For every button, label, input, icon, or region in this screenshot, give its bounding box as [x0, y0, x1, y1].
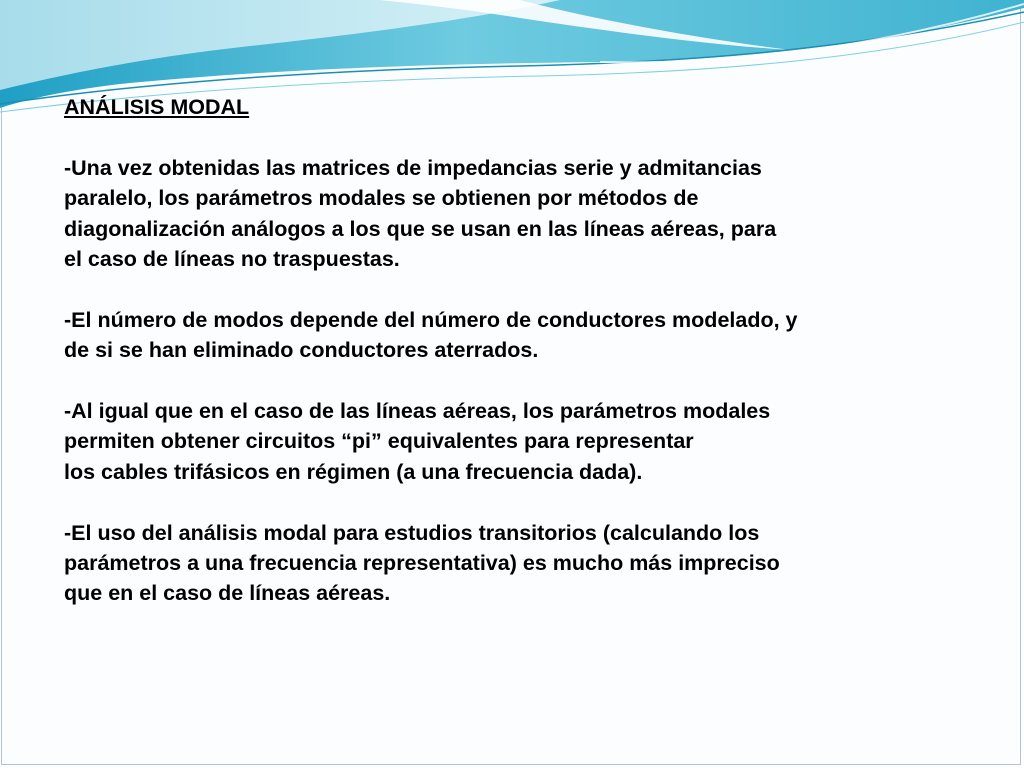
paragraph-line: -El número de modos depende del número de conductores modelado, y [64, 307, 798, 332]
paragraph-4 [64, 518, 964, 609]
spacer [64, 487, 964, 517]
slide-body [64, 92, 964, 609]
paragraph-1 [64, 153, 964, 275]
paragraph-line: que en el caso de líneas aéreas. [64, 581, 391, 606]
paragraph-line: diagonalización análogos a los que se usan en las líneas aéreas, para [64, 216, 777, 241]
paragraph-2 [64, 305, 964, 366]
paragraph-line: de si se han eliminado conductores aterrados. [64, 338, 539, 363]
paragraph-line: permiten obtener circuitos “pi” equivalentes para representar [64, 429, 694, 454]
paragraph-line: -El uso del análisis modal para estudios transitorios (calculando los [64, 520, 760, 545]
paragraph-line: paralelo, los parámetros modales se obtienen por métodos de [64, 186, 699, 211]
spacer [64, 274, 964, 304]
paragraph-line: -Al igual que en el caso de las líneas aéreas, los parámetros modales [64, 399, 771, 424]
spacer [64, 366, 964, 396]
paragraph-3 [64, 396, 964, 487]
paragraph-line: parámetros a una frecuencia representativa) es mucho más impreciso [64, 551, 780, 576]
paragraph-line: los cables trifásicos en régimen (a una frecuencia dada). [64, 459, 643, 484]
spacer [64, 122, 964, 152]
paragraph-line: el caso de líneas no traspuestas. [64, 247, 400, 272]
slide-title: ANÁLISIS MODAL [64, 95, 250, 119]
paragraph-line: -Una vez obtenidas las matrices de impedancias serie y admitancias [64, 155, 762, 180]
